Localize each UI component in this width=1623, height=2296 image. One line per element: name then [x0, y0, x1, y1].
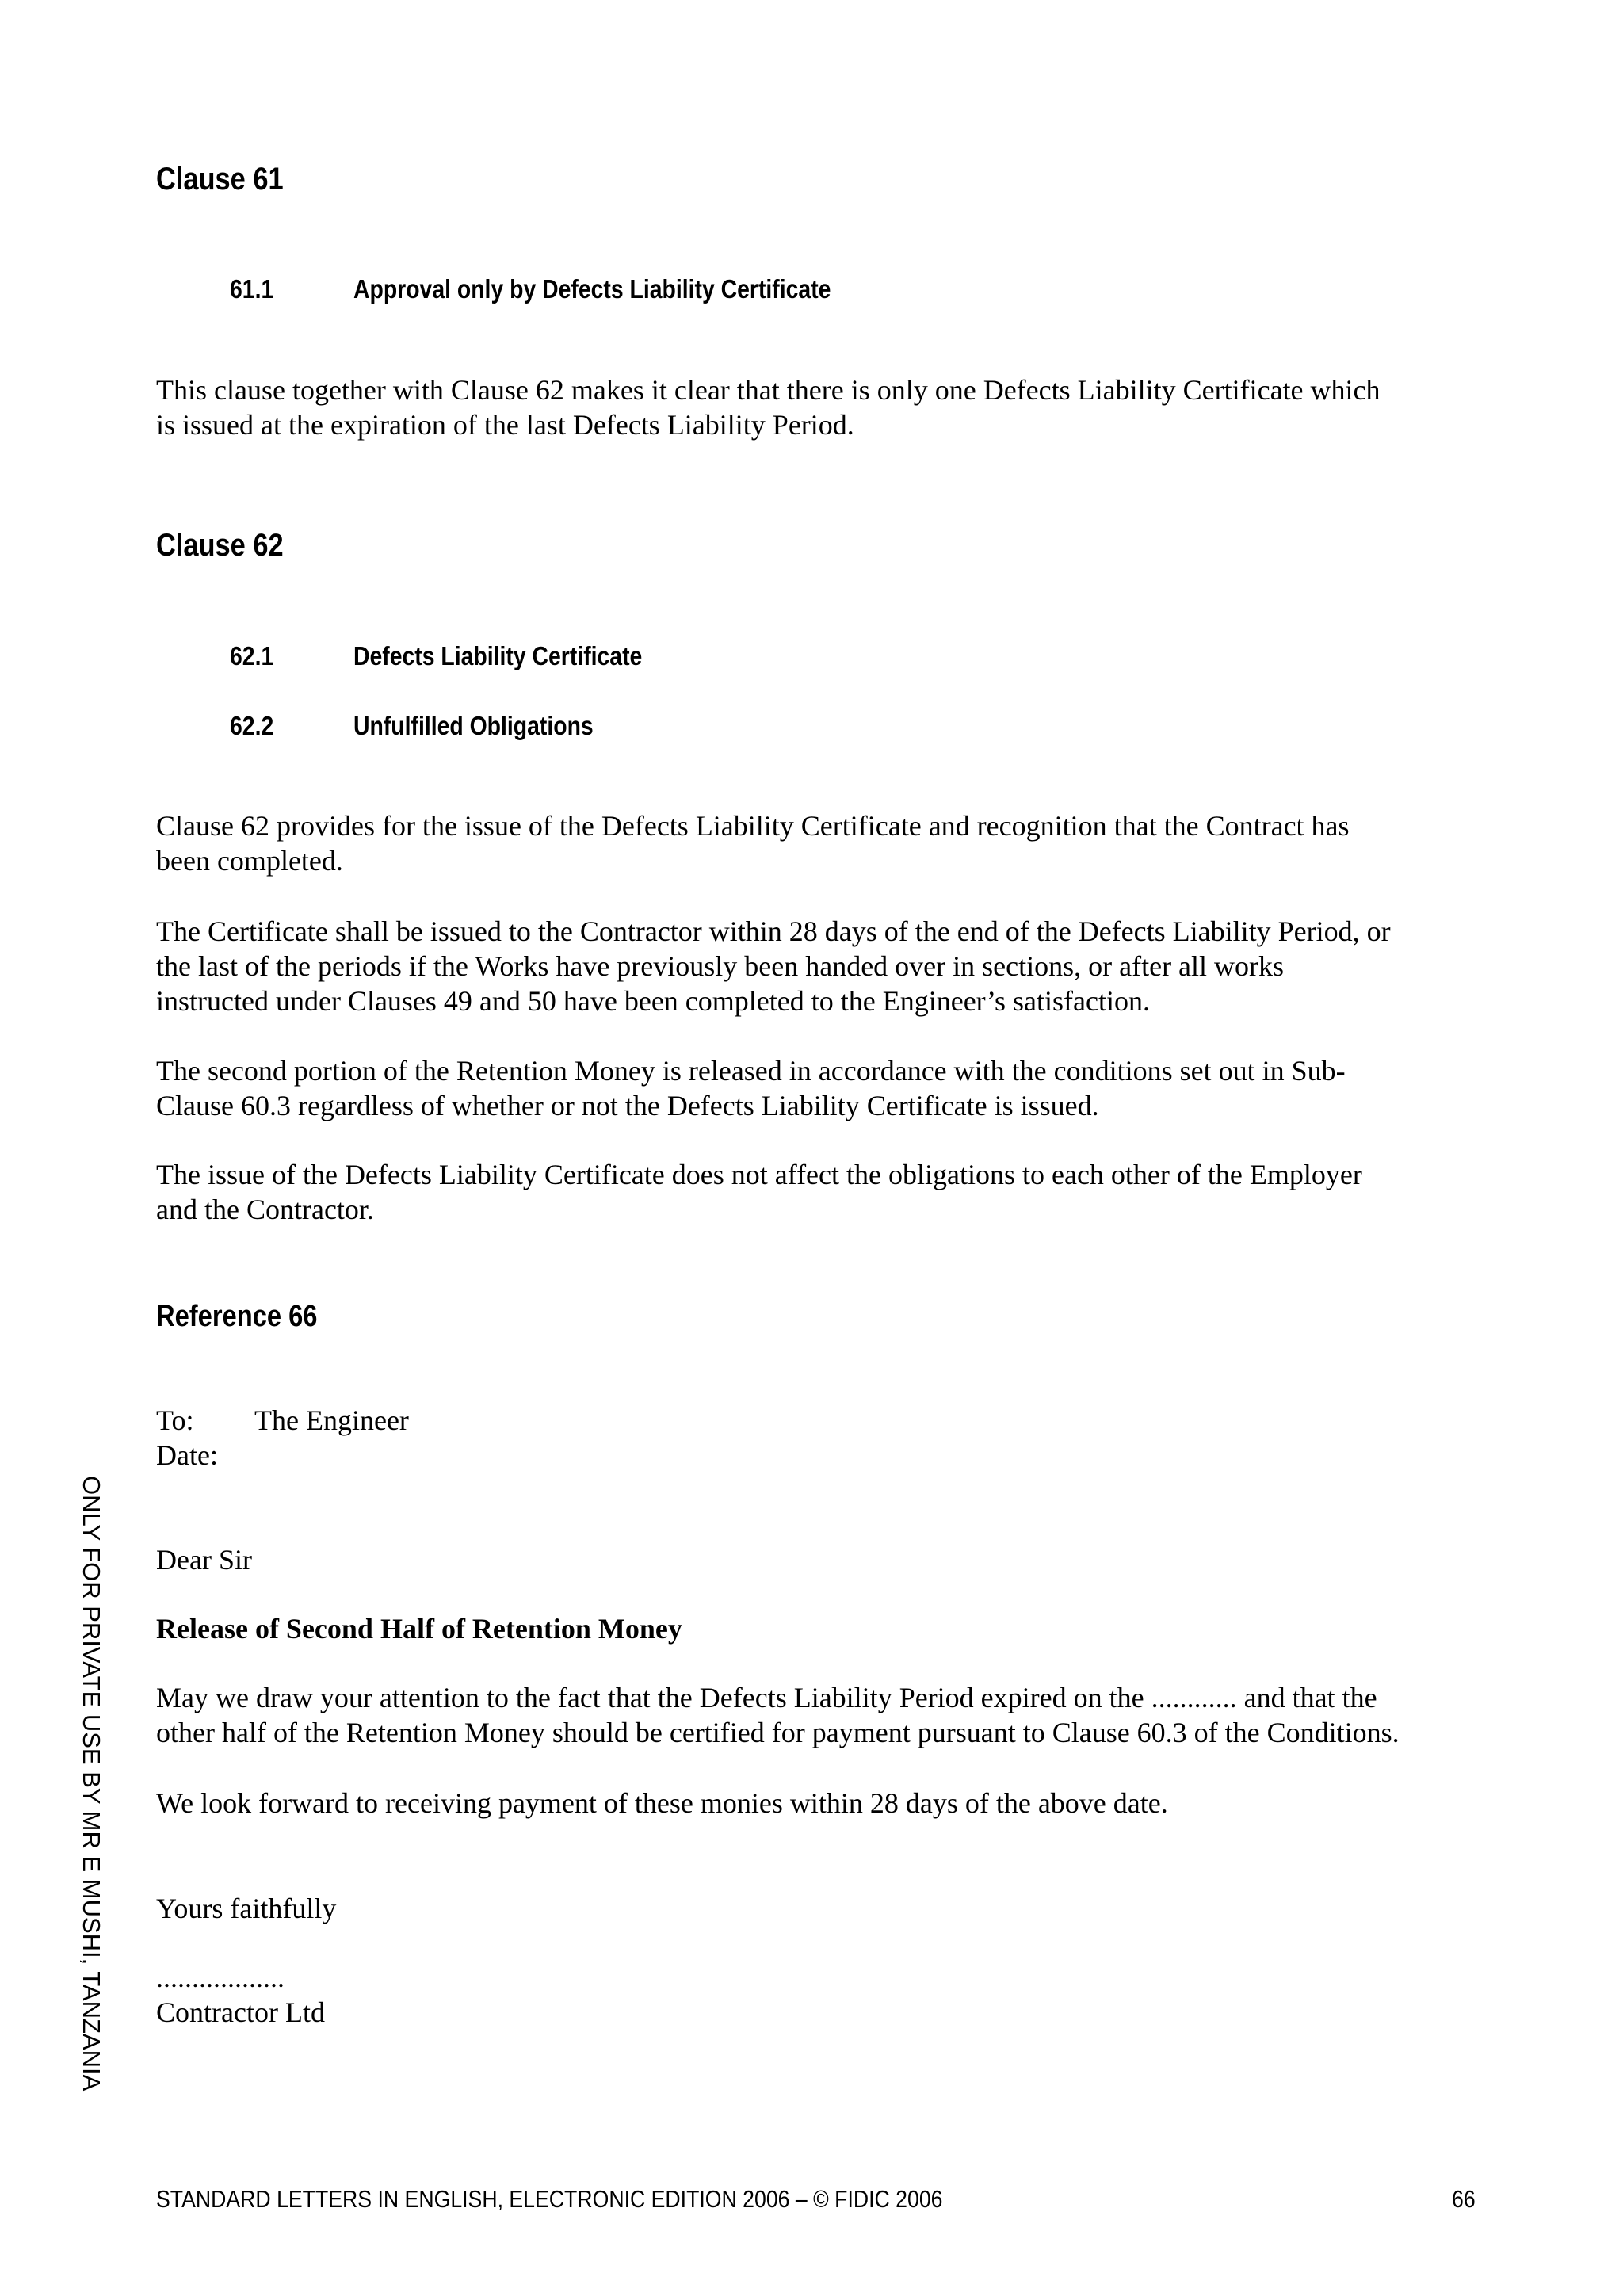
text-line: and the Contractor.	[156, 1194, 374, 1225]
text-line: The Certificate shall be issued to the Contractor within 28 days of the end of the Defects Liability Period, or	[156, 915, 1391, 947]
subclause-title: Defects Liability Certificate	[353, 641, 643, 670]
page-number: 66	[1452, 2185, 1476, 2213]
clause-62-paragraph	[156, 914, 1391, 1018]
text-line: is issued at the expiration of the last Defects Liability Period.	[156, 409, 854, 441]
signature-line: ..................	[156, 1962, 285, 1993]
signatory: Contractor Ltd	[156, 1996, 325, 2028]
clause-62-paragraph	[156, 1157, 1362, 1227]
subclause-number: 62.1	[230, 641, 274, 670]
footer-text: STANDARD LETTERS IN ENGLISH, ELECTRONIC EDITION 2006 – © FIDIC 2006	[156, 2185, 943, 2213]
clause-62-paragraph	[156, 1053, 1346, 1123]
clause-61-paragraph	[156, 372, 1381, 442]
text-line: the last of the periods if the Works have previously been handed over in sections, or after all works	[156, 950, 1285, 982]
subclause-title: Approval only by Defects Liability Certificate	[353, 274, 831, 304]
letter-body: We look forward to receiving payment of these monies within 28 days of the above date.	[156, 1787, 1168, 1819]
private-use-notice: ONLY FOR PRIVATE USE BY MR E MUSHI, TANZANIA	[78, 1476, 105, 2092]
date-label: Date:	[156, 1439, 218, 1471]
text-line: Clause 60.3 regardless of whether or not the Defects Liability Certificate is issued.	[156, 1090, 1099, 1121]
clause-61-heading: Clause 61	[156, 162, 284, 197]
subclause-number: 61.1	[230, 274, 274, 304]
clause-62-paragraph	[156, 808, 1350, 878]
subclause-number: 62.2	[230, 711, 274, 740]
text-line: The second portion of the Retention Money is released in accordance with the conditions set out in Sub-	[156, 1055, 1346, 1087]
text-line: Clause 62 provides for the issue of the Defects Liability Certificate and recognition that the Contract has	[156, 810, 1350, 842]
subclause-title: Unfulfilled Obligations	[353, 711, 594, 740]
text-line: instructed under Clauses 49 and 50 have been completed to the Engineer’s satisfaction.	[156, 985, 1150, 1017]
text-line: May we draw your attention to the fact that the Defects Liability Period expired on the ............ and that the	[156, 1682, 1377, 1713]
letter-subject: Release of Second Half of Retention Money	[156, 1613, 682, 1645]
to-value: The Engineer	[254, 1404, 409, 1436]
closing: Yours faithfully	[156, 1893, 337, 1924]
reference-heading: Reference 66	[156, 1300, 318, 1333]
clause-62-heading: Clause 62	[156, 528, 284, 563]
salutation: Dear Sir	[156, 1544, 252, 1576]
to-label: To:	[156, 1404, 194, 1436]
text-line: other half of the Retention Money should be certified for payment pursuant to Clause 60.3 of the Conditions.	[156, 1717, 1400, 1748]
text-line: This clause together with Clause 62 makes it clear that there is only one Defects Liability Certificate which	[156, 374, 1381, 406]
letter-body	[156, 1680, 1400, 1750]
text-line: been completed.	[156, 845, 343, 877]
text-line: The issue of the Defects Liability Certificate does not affect the obligations to each other of the Employer	[156, 1159, 1362, 1190]
